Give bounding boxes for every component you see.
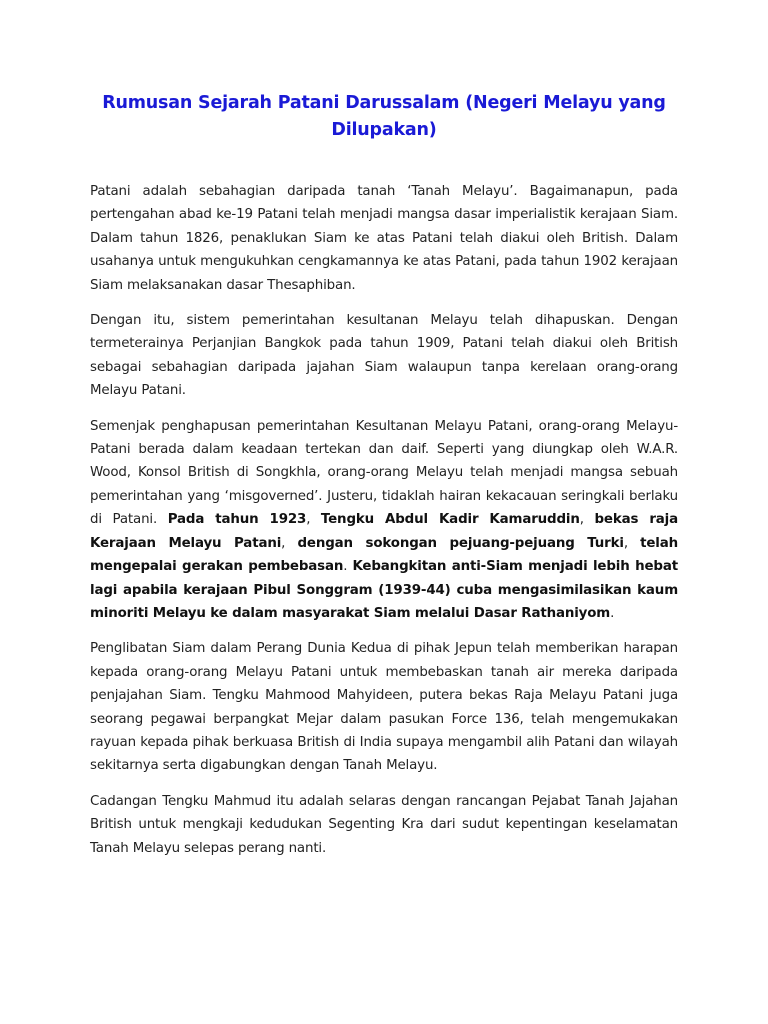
bold-text: Kebangkitan anti-Siam menjadi lebih hebat lagi apabila kerajaan Pibul Songgram (1939-44) cuba mengasimilasikan kaum minoriti Melayu ke dalam masyarakat Siam melalui Dasar Rathaniyom bbox=[90, 559, 679, 621]
bold-text: bekas raja Kerajaan Melayu Patani bbox=[90, 512, 678, 551]
bold-text: Tengku Abdul Kadir Kamaruddin bbox=[320, 512, 580, 528]
bold-text: Pada tahun 1923 bbox=[167, 512, 307, 528]
paragraph bbox=[90, 790, 678, 860]
paragraph bbox=[90, 309, 678, 403]
document-page bbox=[90, 90, 678, 872]
text-segment: Semenjak penghapusan pemerintahan Kesultanan Melayu Patani, orang-orang Melayu-Patani berada dalam keadaan tertekan dan daif. Seperti yang diungkap oleh W.A.R. Wood, Konsol British di Songkhla, orang-orang Melayu telah menjadi mangsa sebuah pemerintahan yang ‘misgoverned’. Justeru, tidaklah hairan kekacauan seringkali berlaku di Patani. bbox=[90, 418, 678, 528]
paragraph bbox=[90, 415, 678, 626]
text-segment: Patani adalah sebahagian daripada tanah ‘Tanah Melayu’. Bagaimanapun, pada pertengahan abad ke-19 Patani telah menjadi mangsa dasar imperialistik kerajaan Siam. Dalam tahun 1826, penaklukan Siam ke atas Patani telah diakui oleh British. Dalam usahanya untuk mengukuhkan cengkamannya ke atas Patani, pada tahun 1902 kerajaan Siam melaksanakan dasar Thesaphiban. bbox=[90, 184, 678, 293]
paragraph bbox=[90, 180, 678, 297]
text-segment: . bbox=[610, 605, 615, 621]
text-segment: Dengan itu, sistem pemerintahan kesultanan Melayu telah dihapuskan. Dengan termeterainya Perjanjian Bangkok pada tahun 1909, Patani telah diakui oleh British sebagai sebahagian daripada jajahan Siam walaupun tanpa kerelaan orang-orang Melayu Patani. bbox=[90, 313, 678, 399]
bold-text: telah mengepalai gerakan pembebasan bbox=[90, 535, 679, 575]
bold-text: dengan sokongan pejuang-pejuang Turki bbox=[297, 535, 624, 551]
text-segment: , bbox=[623, 535, 641, 551]
text-segment: Cadangan Tengku Mahmud itu adalah selaras dengan rancangan Pejabat Tanah Jajahan British untuk mengkaji kedudukan Segenting Kra dari sudut kepentingan keselamatan Tanah Melayu selepas perang nanti. bbox=[90, 793, 678, 856]
document-body bbox=[90, 180, 678, 860]
text-segment: , bbox=[281, 535, 298, 551]
paragraph bbox=[90, 637, 678, 777]
text-segment: , bbox=[306, 512, 321, 528]
text-segment: Penglibatan Siam dalam Perang Dunia Kedua di pihak Jepun telah memberikan harapan kepada orang-orang Melayu Patani untuk membebaskan tanah air mereka daripada penjajahan Siam. Tengku Mahmood Mahyideen, putera bekas Raja Melayu Patani juga seorang pegawai berpangkat Mejar dalam pasukan Force 136, telah mengemukakan rayuan kepada pihak berkuasa British di India supaya mengambil alih Patani dan wilayah sekitarnya serta digabungkan dengan Tanah Melayu. bbox=[90, 641, 678, 774]
text-segment: . bbox=[343, 559, 353, 575]
text-segment: , bbox=[579, 512, 595, 528]
document-title: Rumusan Sejarah Patani Darussalam (Negeri Melayu yang Dilupakan) bbox=[102, 93, 666, 140]
